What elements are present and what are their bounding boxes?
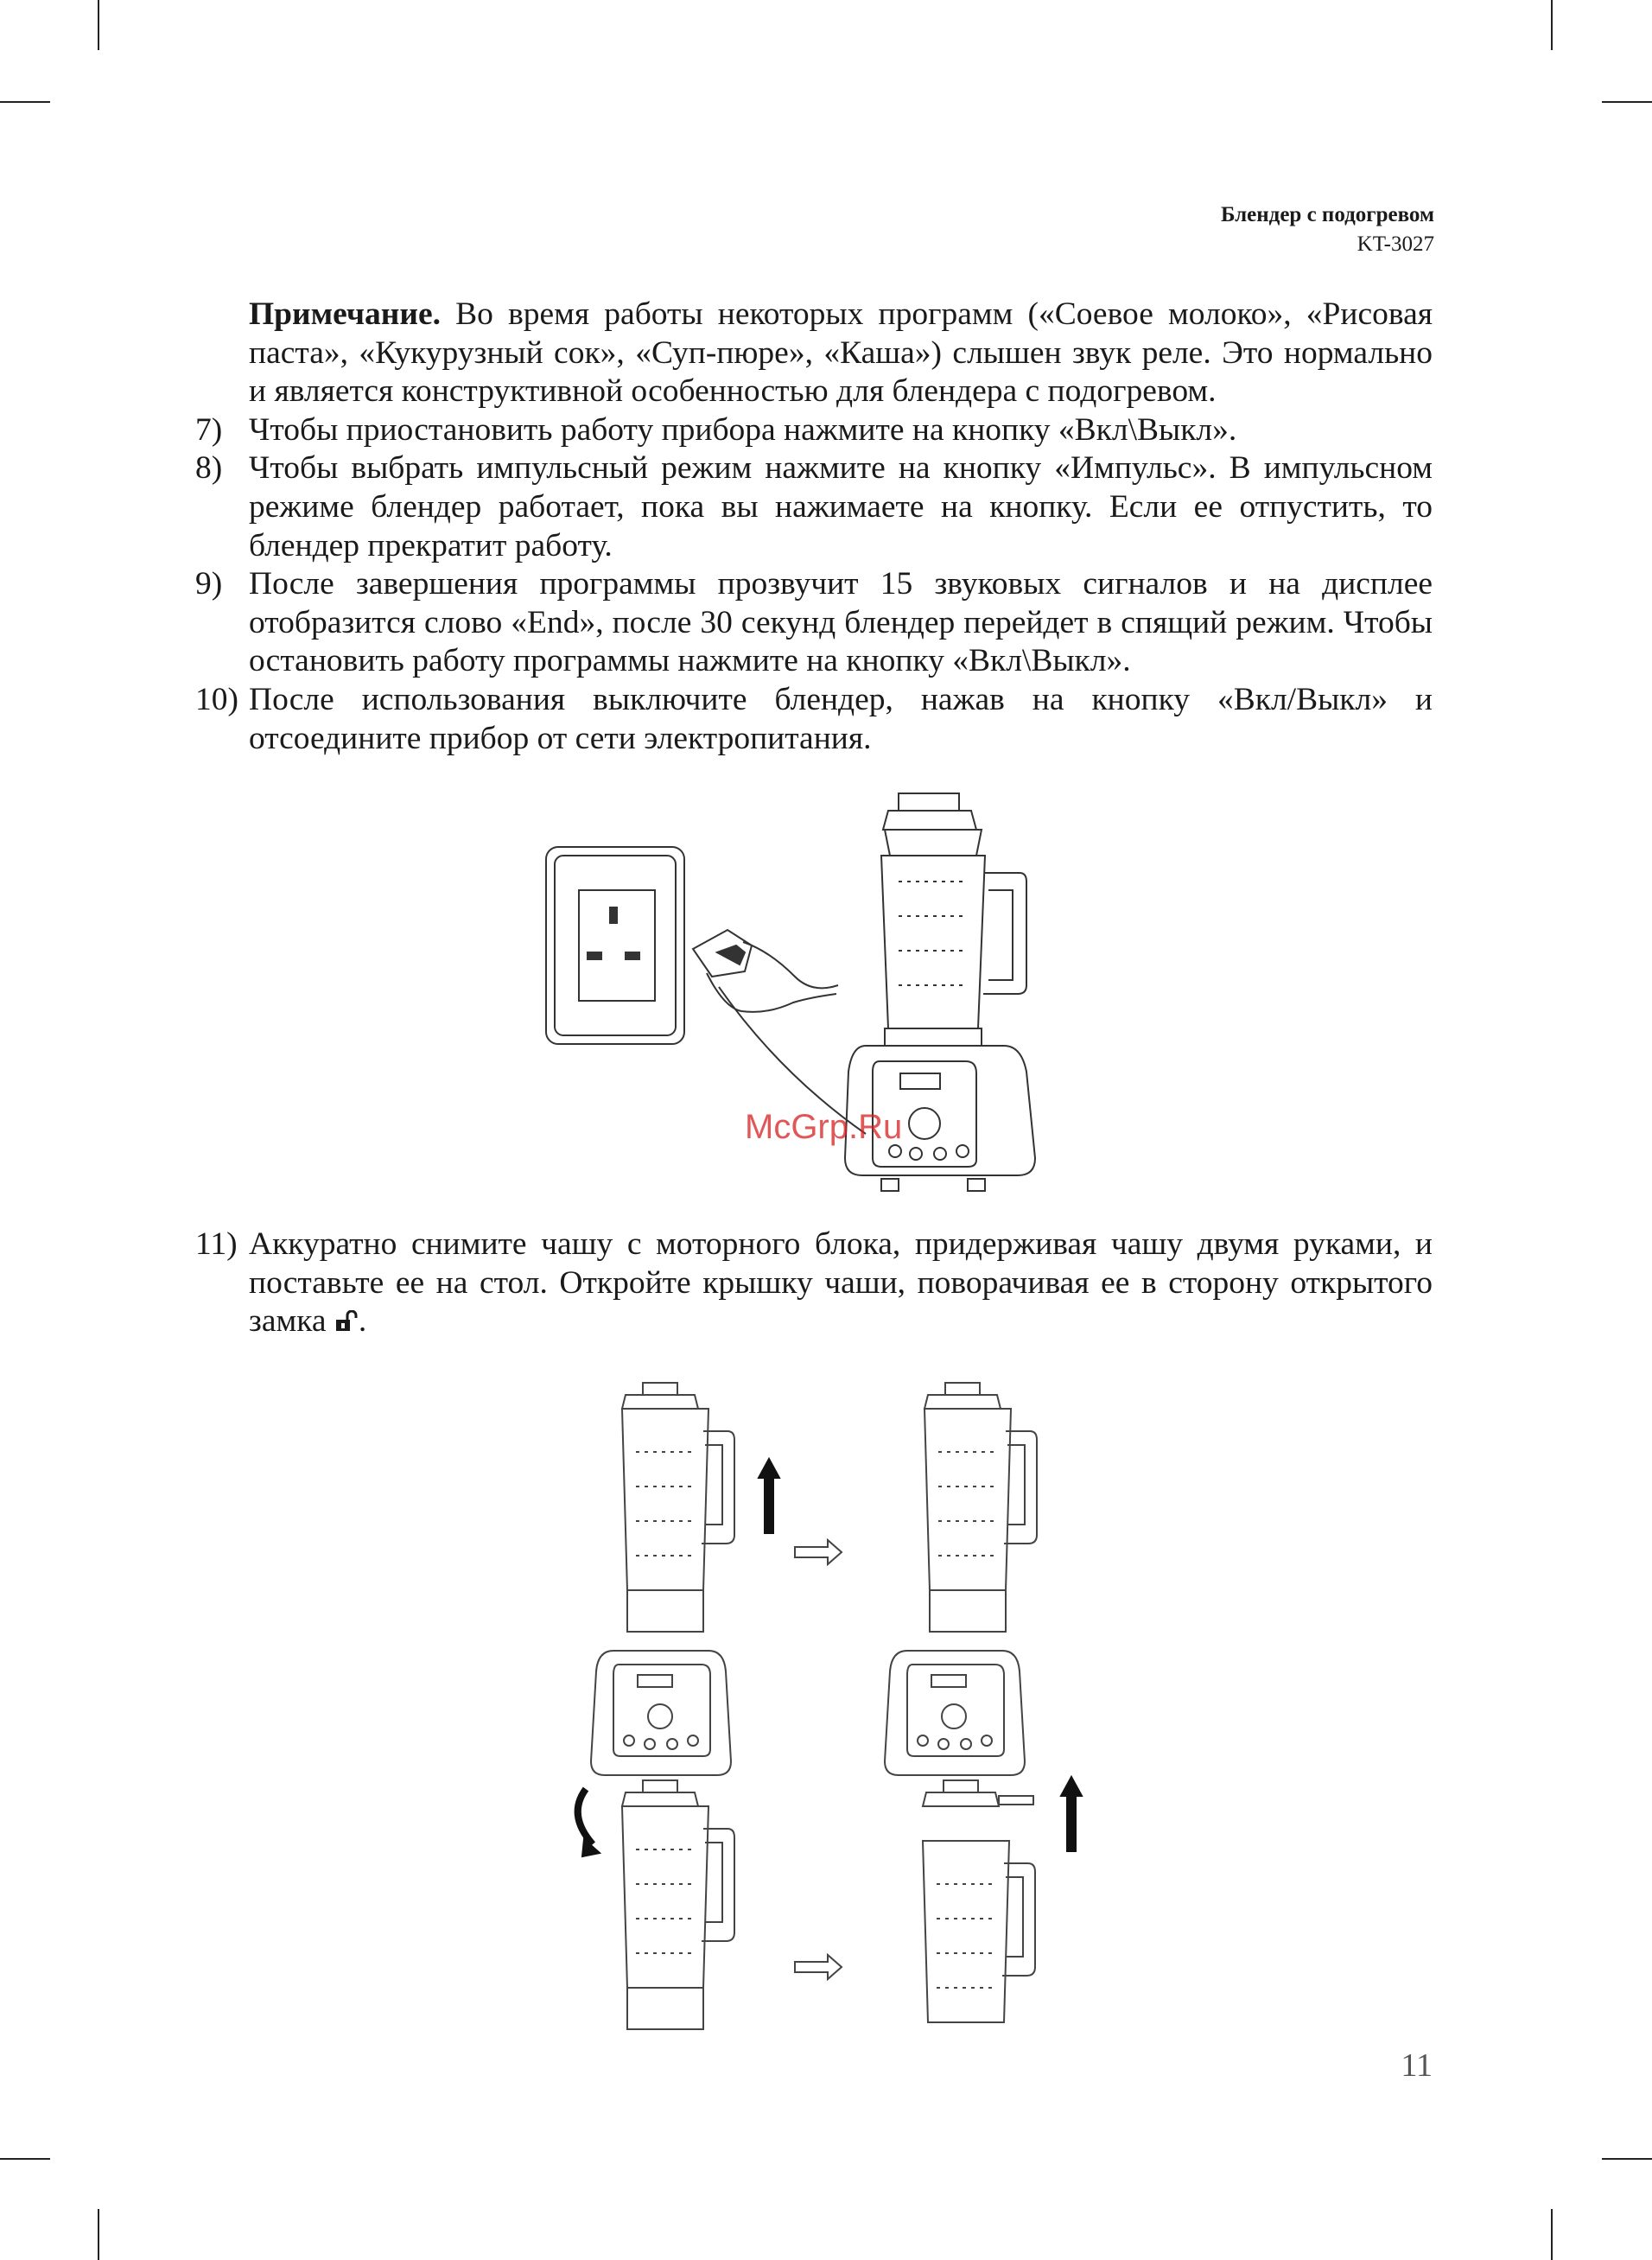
step-8 <box>195 449 1433 565</box>
page-number: 11 <box>1401 2047 1433 2084</box>
note-text: Во время работы некоторых программ («Соевое молоко», «Рисовая паста», «Кукурузный сок», «Суп-пюре», «Каша») слышен звук реле. Это нормально и является конструктивной особенностью для блендера с подогревом. <box>249 296 1433 410</box>
note-label: Примечание. <box>249 296 442 332</box>
step-number: 10) <box>195 681 238 717</box>
control-knob <box>909 1108 940 1139</box>
wall-socket-outer <box>546 847 684 1044</box>
crop-mark <box>98 0 99 50</box>
motor-base-left <box>591 1651 731 1775</box>
step-9 <box>195 565 1433 681</box>
lid-lifted <box>923 1780 1033 1806</box>
motor-base-right <box>885 1651 1025 1775</box>
hand-outline <box>707 973 836 1012</box>
step-7 <box>195 411 1433 450</box>
step-11 <box>195 1225 1433 1341</box>
right-arrow-icon <box>795 1955 842 1979</box>
step-11-block <box>195 1225 1433 1341</box>
step-number: 7) <box>195 411 223 448</box>
watermark: McGrp.Ru <box>745 1108 903 1146</box>
crop-mark <box>1602 2158 1652 2160</box>
crop-mark <box>1602 101 1652 103</box>
crop-mark <box>98 2209 99 2260</box>
up-arrow-icon <box>759 1459 779 1533</box>
jar-rotate-lid <box>622 1780 734 2029</box>
up-arrow-icon <box>1061 1777 1082 1851</box>
rotate-arrow-icon <box>578 1789 593 1844</box>
step-text: Чтобы приостановить работу прибора нажмите на кнопку «Вкл\Выкл». <box>249 411 1237 448</box>
step-10 <box>195 681 1433 758</box>
note-paragraph <box>195 296 1433 411</box>
step-number: 9) <box>195 566 223 602</box>
jar-on-table <box>924 1383 1037 1632</box>
jar-removal-illustration <box>562 1366 1097 2048</box>
step-end: . <box>358 1303 367 1340</box>
step-number: 8) <box>195 450 223 487</box>
blender-lid <box>899 793 959 811</box>
header-title: Блендер с подогревом <box>1220 203 1434 226</box>
crop-mark <box>0 101 50 103</box>
jar-lifted <box>622 1383 734 1632</box>
step-number: 11) <box>195 1226 238 1262</box>
step-text: Чтобы выбрать импульсный режим нажмите на кнопку «Импульс». В импульсном режиме блендер работает, пока вы нажимаете на кнопку. Если ее отпустить, то блендер прекратит работу. <box>249 450 1433 563</box>
jar-open <box>923 1841 1035 2022</box>
open-lock-icon <box>334 1310 359 1333</box>
running-header <box>1221 201 1434 259</box>
crop-mark <box>1551 0 1553 50</box>
crop-mark <box>1551 2209 1553 2260</box>
right-arrow-icon <box>795 1540 842 1564</box>
step-text: После завершения программы прозвучит 15 звуковых сигналов и на дисплее отобразится слово «End», после 30 секунд блендер перейдет в спящий режим. Чтобы остановить работу программы нажмите на кнопку «Вкл\Выкл». <box>249 566 1433 679</box>
header-model: KT-3027 <box>1357 232 1434 256</box>
step-text: Аккуратно снимите чашу с моторного блока, придерживая чашу двумя руками, и поставьте ее на стол. Откройте крышку чаши, поворачивая ее в сторону открытого замка <box>249 1226 1433 1340</box>
step-text: После использования выключите блендер, нажав на кнопку «Вкл/Выкл» и отсоедините прибор от сети электропитания. <box>249 681 1433 756</box>
instructions-block <box>195 296 1433 758</box>
crop-mark <box>0 2158 50 2160</box>
